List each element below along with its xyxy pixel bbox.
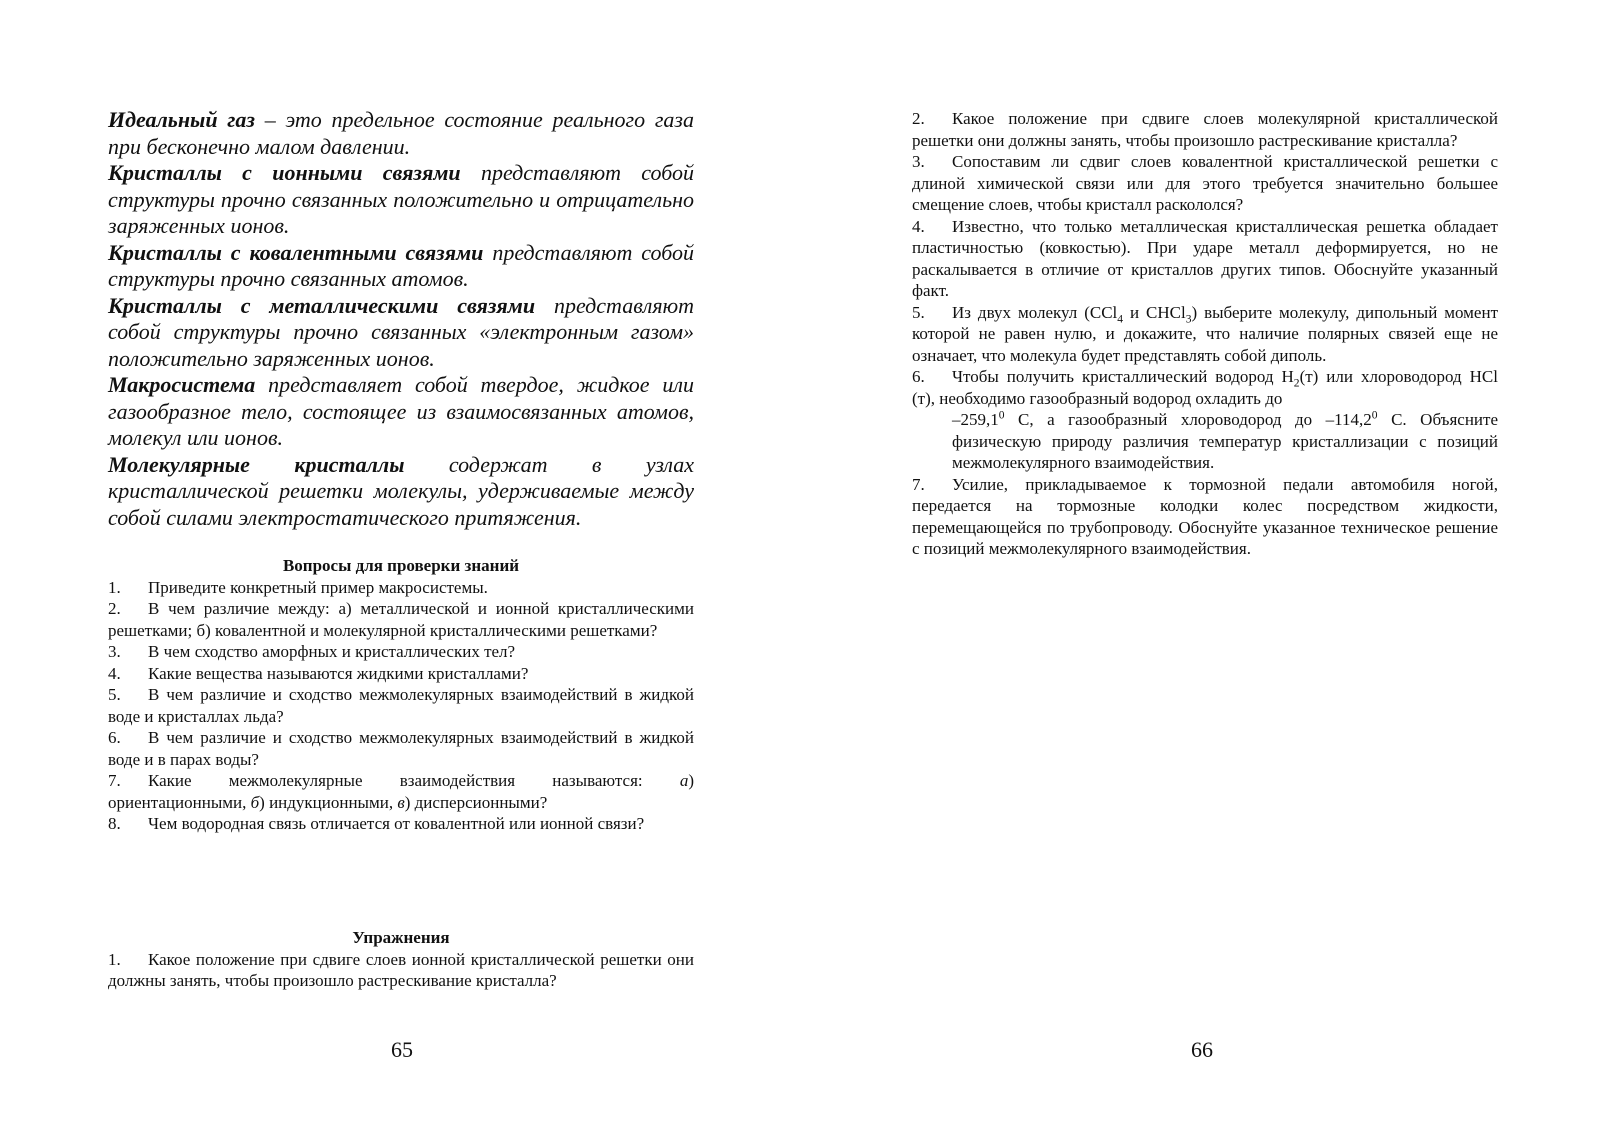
exercises-list <box>108 949 694 992</box>
item-text: В чем различие между: а) металлической и ионной кристаллическими решетками; б) ковалентной и молекулярной кристаллическими решетками? <box>108 599 694 640</box>
item-text: Какое положение при сдвиге слоев ионной кристаллической решетки они должны занять, чтобы произошло растрескивание кристалла? <box>108 949 694 990</box>
item-number: 6. <box>108 728 121 747</box>
item-number: 4. <box>912 216 925 236</box>
exercises-continued <box>912 108 1498 560</box>
item-letter: а <box>679 771 689 790</box>
item-text: В чем сходство аморфных и кристаллических тел? <box>148 642 516 661</box>
page-number: 66 <box>1191 1037 1213 1062</box>
item-text: С. Объясните физическую природу различия температур кристаллизации с позиций межмолекулярного взаимодействия. <box>952 410 1498 472</box>
definition-ideal-gas <box>108 107 694 160</box>
questions-section <box>108 555 694 835</box>
definition-term: Кристаллы с металлическими связями <box>108 292 536 318</box>
superscript: 0 <box>1371 408 1378 422</box>
list-item <box>912 474 1498 560</box>
definition-covalent-crystals <box>108 240 694 293</box>
item-text: Сопоставим ли сдвиг слоев ковалентной кристаллической решетки с длиной химической связи или для этого требуется значительно большее смещение слоев, чтобы кристалл раскололся? <box>912 152 1498 214</box>
superscript: 0 <box>998 408 1005 422</box>
list-item <box>108 727 694 770</box>
item-number: 6. <box>912 367 925 386</box>
definition-text: представляют собой структуры прочно связанных «электронным газом» положительно заряженных ионов. <box>108 292 694 371</box>
exercises-section <box>108 927 694 992</box>
list-item <box>912 216 1498 302</box>
item-text: Приведите конкретный пример макросистемы. <box>148 577 488 597</box>
item-number: 1. <box>108 577 121 597</box>
list-item <box>912 302 1498 367</box>
subscript: 4 <box>1117 311 1124 325</box>
list-item <box>108 813 694 835</box>
definition-metallic-crystals <box>108 293 694 373</box>
definition-ionic-crystals <box>108 160 694 240</box>
list-item <box>108 949 694 992</box>
item-text: Какие вещества называются жидкими кристаллами? <box>148 663 529 683</box>
definition-text: представляют собой структуры прочно связанных атомов. <box>108 239 694 291</box>
subscript: 2 <box>1293 376 1300 390</box>
definition-term: Кристаллы с ковалентными связями <box>108 239 484 265</box>
item-text: В чем различие и сходство межмолекулярных взаимодействий в жидкой воде и кристаллах льда? <box>108 685 694 726</box>
definition-term: Идеальный газ <box>108 107 255 132</box>
questions-list <box>108 577 694 835</box>
list-item <box>108 770 694 813</box>
exercises-heading: Упражнения <box>352 928 450 947</box>
item-number: 7. <box>108 771 121 790</box>
item-number: 3. <box>912 152 925 171</box>
item-text: (т) или хлороводород HCl (т), необходимо газообразный водород охладить до <box>912 367 1498 408</box>
item-text: Чтобы получить кристаллический водород H <box>952 367 1294 386</box>
item-number: 4. <box>108 663 121 683</box>
item-number: 8. <box>108 814 121 833</box>
item-text: В чем различие и сходство межмолекулярных взаимодействий в жидкой воде и в парах воды? <box>108 728 694 769</box>
item-text: С, а газообразный хлороводород до –114,2 <box>1004 410 1372 429</box>
item-text: ) выберите молекулу, дипольный момент которой не равен нулю, и докажите, что наличие полярных связей еще не означает, что молекула будет представлять собой диполь. <box>912 302 1498 365</box>
item-continuation <box>912 409 1498 474</box>
definition-term: Кристаллы с ионными связями <box>108 160 461 185</box>
item-text: Усилие, прикладываемое к тормозной педали автомобиля ногой, передается на тормозные колодки колес посредством жидкости, перемещающейся по трубопроводу. Обоснуйте указанное техническое решение с позиций межмолекулярного взаимодействия. <box>912 474 1498 558</box>
item-text: Известно, что только металлическая кристаллическая решетка обладает пластичностью (ковкостью). При ударе металл деформируется, но не раскалывается в отличие от кристаллов других типов. Обоснуйте указанный факт. <box>912 216 1498 300</box>
page-number: 65 <box>391 1037 413 1062</box>
item-number: 1. <box>108 949 121 969</box>
definition-macrosystem <box>108 372 694 452</box>
item-text: Чем водородная связь отличается от ковалентной или ионной связи? <box>148 814 645 833</box>
definition-term: Молекулярные кристаллы <box>108 451 405 477</box>
definition-term: Макросистема <box>108 372 256 397</box>
definitions-block <box>108 107 694 531</box>
item-number: 5. <box>912 302 925 322</box>
item-text: –259,1 <box>952 410 999 429</box>
list-item <box>912 108 1498 151</box>
item-text: ) ориентационными, <box>108 771 694 812</box>
subscript: 3 <box>1185 311 1192 325</box>
item-number: 7. <box>912 474 925 494</box>
item-letter: б <box>250 792 260 812</box>
list-item <box>108 577 694 599</box>
definition-text: представляют собой структуры прочно связанных положительно и отрицательно заряженных ионов. <box>108 160 694 238</box>
item-text: Какие межмолекулярные взаимодействия называются: <box>148 771 680 790</box>
item-text: Из двух молекул (CCl <box>952 302 1118 322</box>
list-item <box>912 151 1498 216</box>
questions-heading: Вопросы для проверки знаний <box>282 556 520 575</box>
definition-text: содержат в узлах кристаллической решетки молекулы, удерживаемые между собой силами электростатического притяжения. <box>108 451 694 530</box>
list-item <box>912 366 1498 474</box>
item-text: Какое положение при сдвиге слоев молекулярной кристаллической решетки они должны занять, чтобы произошло растрескивание кристалла? <box>912 109 1498 150</box>
list-item <box>108 663 694 685</box>
definition-text: – это предельное состояние реального газа при бесконечно малом давлении. <box>108 107 695 159</box>
item-text: ) индукционными, <box>259 792 398 812</box>
item-number: 2. <box>912 109 925 128</box>
list-item <box>108 641 694 663</box>
item-number: 2. <box>108 599 121 618</box>
item-number: 5. <box>108 685 121 704</box>
item-text: и CHCl <box>1123 302 1186 322</box>
exercises-list <box>912 108 1498 560</box>
item-text: ) дисперсионными? <box>404 792 548 812</box>
definition-text: представляет собой твердое, жидкое или газообразное тело, состоящее из взаимосвязанных атомов, молекул или ионов. <box>108 372 694 450</box>
definition-molecular-crystals <box>108 452 694 532</box>
list-item <box>108 684 694 727</box>
item-number: 3. <box>108 642 121 661</box>
list-item <box>108 598 694 641</box>
item-letter: в <box>397 792 405 812</box>
